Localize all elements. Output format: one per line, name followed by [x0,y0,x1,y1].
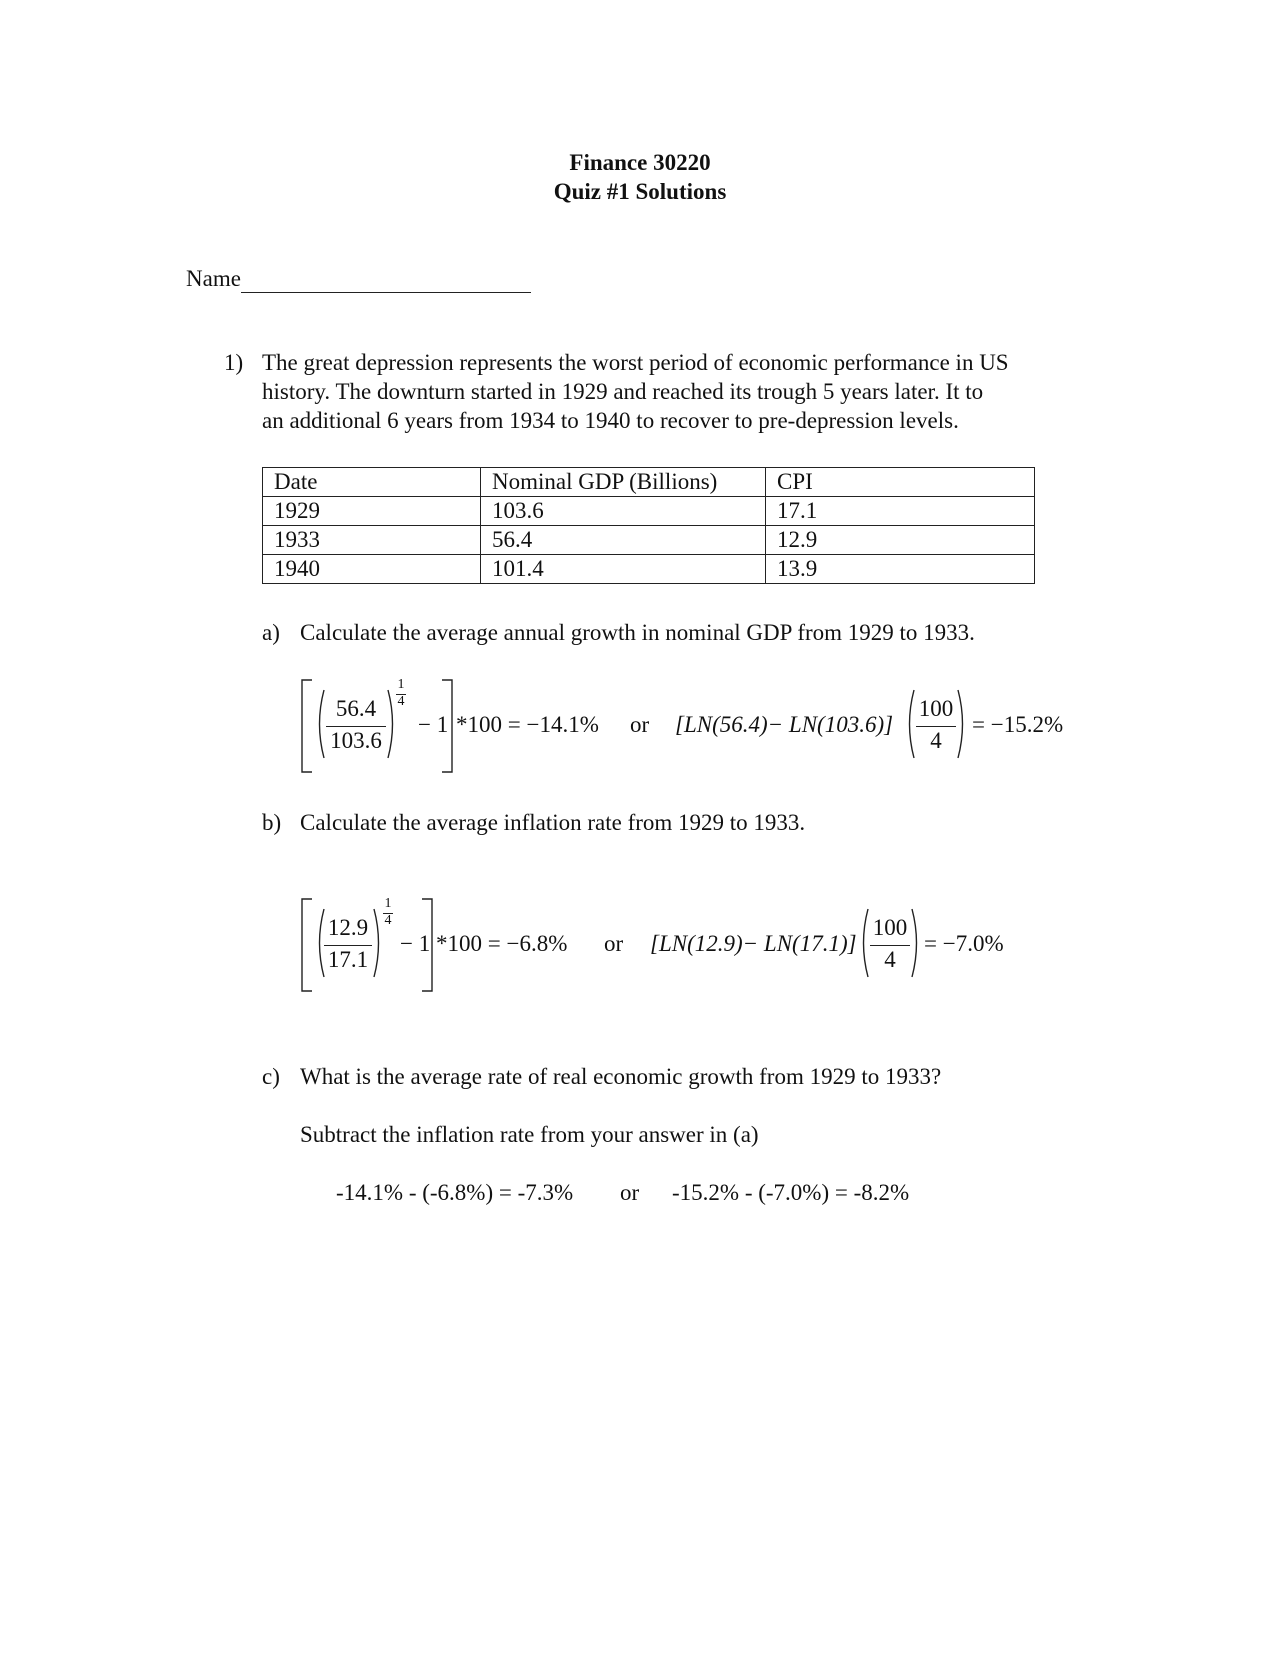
fraction-bar [916,726,956,727]
ln-expression: [LN(12.9)− LN(17.1)] [650,931,857,956]
question-line-3: an additional 6 years from 1934 to 1940 to recover to pre-depression levels. [262,408,959,433]
table-header: Nominal GDP (Billions) [481,468,766,497]
growth-result-a: *100 = −14.1% [456,712,599,737]
part-b-label: b) [262,810,282,835]
table-header-row [263,468,1035,497]
document-title: Finance 30220 [569,150,711,175]
table-header: CPI [766,468,1035,497]
name-input[interactable] [241,270,531,293]
right-bracket-icon [420,897,434,993]
table-cell: 101.4 [481,555,766,584]
or-label: or [604,931,624,956]
part-b-prompt: Calculate the average inflation rate from 1929 to 1933. [300,810,806,835]
fraction-numerator: 100 [872,915,908,940]
fraction-denominator: 4 [884,947,896,972]
table-cell: 1929 [263,497,481,526]
log-result-b: = −7.0% [924,931,1004,956]
fraction-denominator: 17.1 [327,947,369,972]
table-cell: 13.9 [766,555,1035,584]
table-row [263,526,1035,555]
part-a-prompt: Calculate the average annual growth in nominal GDP from 1929 to 1933. [300,620,975,645]
part-c-answer-2: -15.2% - (-7.0%) = -8.2% [672,1180,910,1205]
question-line-1: The great depression represents the worst period of economic performance in US [262,350,1009,375]
fraction-denominator: 103.6 [330,728,382,753]
fraction-bar [324,945,372,946]
data-table [262,467,1035,584]
name-row [186,264,531,293]
exponent-denominator: 4 [384,913,392,928]
minus-one: − 1 [400,931,431,956]
table-row [263,555,1035,584]
table-cell: 17.1 [766,497,1035,526]
part-c-prompt: What is the average rate of real economic growth from 1929 to 1933? [300,1064,942,1089]
log-result-a: = −15.2% [972,712,1064,737]
exponent-numerator: 1 [384,896,392,911]
name-label: Name [186,266,241,291]
fraction-numerator: 56.4 [335,696,377,721]
right-paren-icon [956,688,968,760]
growth-result-b: *100 = −6.8% [436,931,568,956]
part-c-answer-1: -14.1% - (-6.8%) = -7.3% [336,1180,574,1205]
fraction-bar [326,726,386,727]
minus-one: − 1 [418,712,449,737]
right-paren-icon [910,907,922,979]
question-number: 1) [224,350,244,375]
table-cell: 56.4 [481,526,766,555]
or-label: or [630,712,650,737]
fraction-bar [870,945,910,946]
document-subtitle: Quiz #1 Solutions [553,179,727,204]
right-bracket-icon [440,678,454,774]
fraction-denominator: 4 [930,728,942,753]
table-row [263,497,1035,526]
question-line-2: history. The downturn started in 1929 and reached its trough 5 years later. It to [262,379,984,404]
table-cell: 103.6 [481,497,766,526]
left-paren-icon [314,688,326,760]
table-cell: 1933 [263,526,481,555]
ln-expression: [LN(56.4)− LN(103.6)] [675,712,894,737]
fraction-numerator: 100 [918,696,954,721]
part-a-label: a) [262,620,280,645]
table-header: Date [263,468,481,497]
fraction-numerator: 12.9 [327,915,369,940]
part-c-label: c) [262,1064,280,1089]
exponent-numerator: 1 [397,677,405,692]
table-cell: 1940 [263,555,481,584]
exponent-denominator: 4 [397,694,405,709]
or-label: or [620,1180,640,1205]
part-c-hint: Subtract the inflation rate from your answer in (a) [300,1122,759,1147]
table-cell: 12.9 [766,526,1035,555]
left-bracket-icon [300,678,314,774]
left-bracket-icon [300,897,314,993]
